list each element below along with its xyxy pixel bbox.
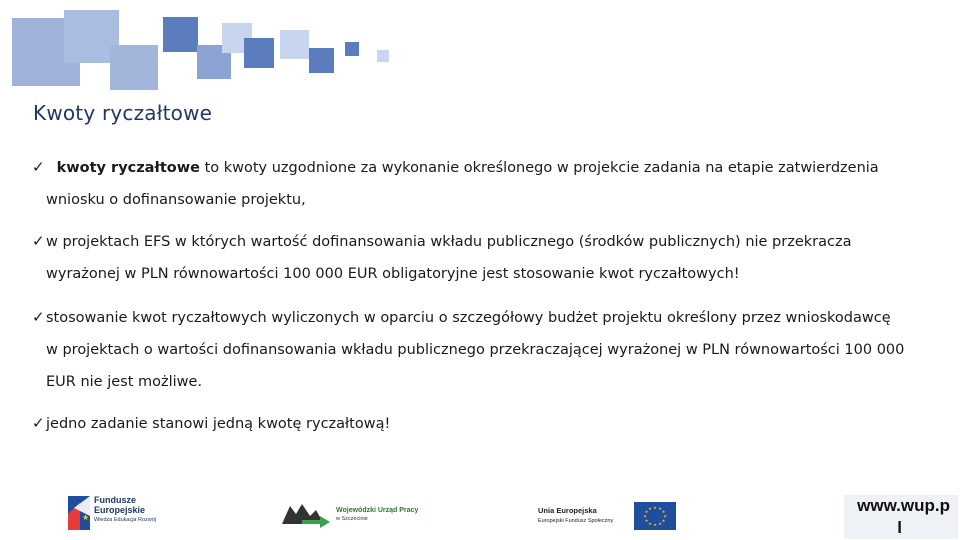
svg-text:★: ★ <box>661 509 666 514</box>
fundusze-europejskie-logo <box>66 493 176 533</box>
bullet-1-bold-lead: kwoty ryczałtowe <box>56 160 200 176</box>
svg-text:★: ★ <box>82 513 90 522</box>
fe-line3: Wiedza Edukacja Rozwój <box>94 517 157 523</box>
eu-line1: Unia Europejska <box>538 506 597 515</box>
check-icon: ✓ <box>32 308 45 326</box>
website-line2[interactable]: l <box>897 518 902 537</box>
bullet-1-text: to kwoty uzgodnione za wykonanie określonego w projekcie zadania na etapie zatwierdzenia <box>199 160 879 176</box>
eu-logo <box>538 500 678 532</box>
decorative-squares <box>0 0 400 95</box>
slide-title: Kwoty ryczałtowe <box>33 101 213 125</box>
svg-text:★: ★ <box>648 521 652 526</box>
bullet-1 <box>32 151 908 216</box>
bullet-2-line2: wyrażonej w PLN równowartości 100 000 EUR obligatoryjne jest stosowanie kwot ryczałtowych! <box>46 266 740 282</box>
check-icon: ✓ <box>32 232 45 250</box>
fe-emblem-icon <box>66 494 92 532</box>
wup-line1: Wojewódzki Urząd Pracy <box>336 507 419 514</box>
bullet-2 <box>32 225 908 290</box>
bullet-4-text: jedno zadanie stanowi jedną kwotę ryczałtową! <box>46 416 391 432</box>
wup-line2: w Szczecinie <box>336 516 368 522</box>
svg-text:★: ★ <box>658 521 662 526</box>
fe-line2: Europejskie <box>94 505 146 515</box>
svg-text:★: ★ <box>653 505 657 510</box>
svg-text:★: ★ <box>661 518 666 523</box>
website-url[interactable] <box>844 495 958 539</box>
svg-text:★: ★ <box>644 509 649 514</box>
bullet-3-line3: EUR nie jest możliwe. <box>46 374 203 390</box>
website-line1[interactable]: www.wup.p <box>857 496 950 515</box>
wup-logo <box>280 500 430 530</box>
bullet-4 <box>32 407 908 440</box>
bullet-3-text: stosowanie kwot ryczałtowych wyliczonych w oparciu o szczegółowy budżet projektu określony przez wnioskodawcę <box>46 310 891 326</box>
eu-flag-icon <box>634 502 676 530</box>
fe-line1: Fundusze <box>94 495 136 505</box>
bullet-1-line2: wniosku o dofinansowanie projektu, <box>46 192 306 208</box>
svg-text:★: ★ <box>644 518 649 523</box>
eu-line2: Europejski Fundusz Społeczny <box>538 518 614 524</box>
bullet-3 <box>32 301 908 398</box>
svg-text:★: ★ <box>663 513 667 519</box>
svg-text:★: ★ <box>653 522 657 527</box>
svg-text:★: ★ <box>643 513 647 519</box>
svg-text:★: ★ <box>648 506 652 511</box>
wup-emblem-icon <box>280 500 332 528</box>
svg-text:★: ★ <box>658 506 662 511</box>
check-icon: ✓ <box>32 158 45 176</box>
check-icon: ✓ <box>32 414 45 432</box>
bullet-2-text: w projektach EFS w których wartość dofinansowania wkładu publicznego (środków publicznych) nie przekracza <box>46 234 852 250</box>
bullet-3-line2: w projektach o wartości dofinansowania wkładu publicznego przekraczającej wyrażonej w PLN równowartości 100 000 <box>46 342 905 358</box>
